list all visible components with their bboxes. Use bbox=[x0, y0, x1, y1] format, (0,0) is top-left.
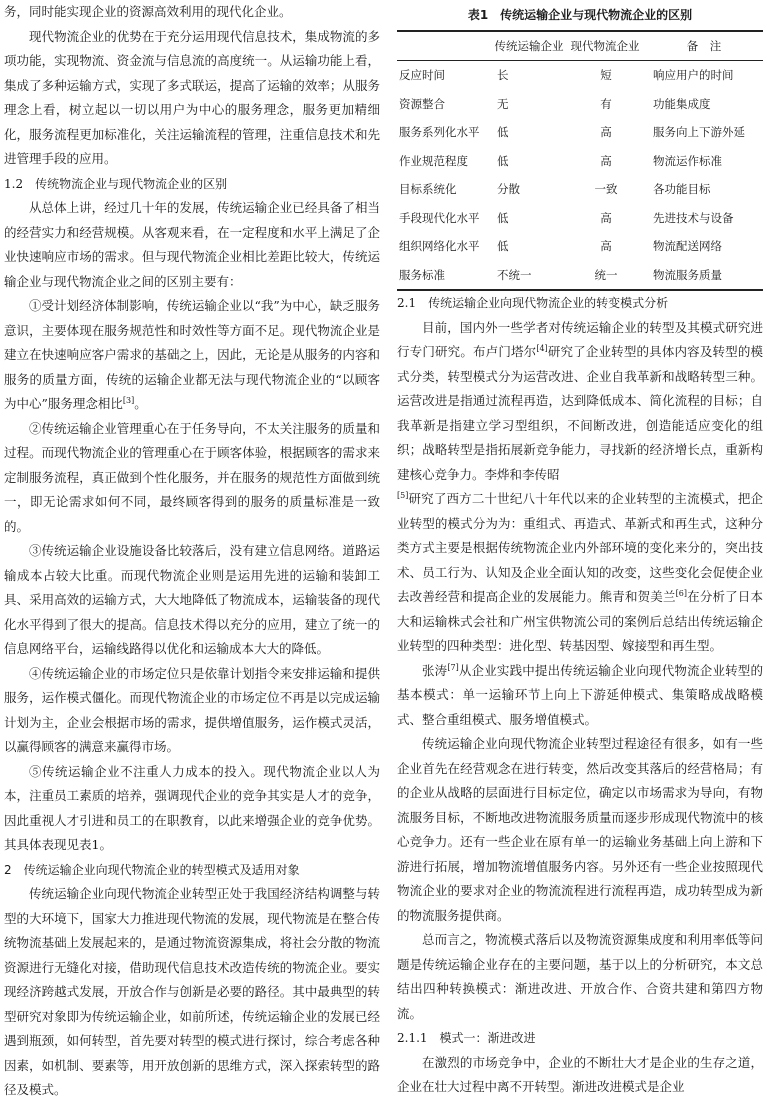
paragraph-text: 目前，国内外一些学者对传统运输企业的转型及其模式研究进行专门研究。布卢门塔尔 bbox=[397, 319, 763, 359]
paragraph-text: 研究了西方二十世纪八十年代以来的企业转型的主流模式，把企业转型的模式分为为：重组式、再造式、革新式和再生式，这种分类方式主要是根据传统物流企业内外部环境的变化来分的，突出技术、员工行为、认知及企业全面认知的改变，这些变化会促使企业去改善经营和提高企业的发展能力。熊青和贺美兰 bbox=[397, 491, 763, 604]
table-cell: 高 bbox=[600, 210, 612, 225]
paragraph-text: 。 bbox=[134, 396, 147, 411]
table-cell: 低 bbox=[497, 125, 509, 139]
table-row bbox=[397, 61, 763, 90]
paragraph-text: ⑤传统运输企业不注重人力成本的投入。现代物流企业以人为本，注重员工素质的培养，强调现代企业的竞争其实是人才的竞争，因此重视人才引进和员工的在职教育，以此来增强企业的竞争优势。其具体表现见表1。 bbox=[4, 763, 380, 852]
table-cell: 无 bbox=[497, 96, 509, 111]
table-cell: 低 bbox=[497, 153, 509, 168]
paragraph-text: ④传统运输企业的市场定位只是依靠计划指令来安排运输和提供服务，运作模式僵化。而现代物流企业的市场定位不再是以完成运输计划为主，企业会根据市场的需求，提供增值服务，运作模式灵活，以赢得顾客的满意来赢得市场。 bbox=[4, 665, 380, 754]
table-row bbox=[397, 118, 763, 147]
table-row bbox=[397, 204, 763, 233]
table-header-cell bbox=[397, 31, 493, 61]
table-cell: 服务向上下游外延 bbox=[653, 125, 745, 139]
table-header-cell: 现代物流企业 bbox=[570, 38, 640, 53]
citation-ref: [4] bbox=[536, 343, 548, 353]
table-cell: 低 bbox=[497, 239, 509, 253]
table-cell: 组织网络化水平 bbox=[399, 239, 480, 253]
table-cell: 低 bbox=[497, 210, 509, 225]
paragraph bbox=[4, 0, 380, 25]
paragraph bbox=[4, 196, 380, 294]
citation-ref: [5] bbox=[397, 490, 409, 500]
table-row bbox=[397, 261, 763, 291]
paragraph-text: 张涛 bbox=[422, 662, 448, 678]
table-cell: 高 bbox=[600, 153, 612, 168]
paragraph bbox=[4, 294, 380, 417]
table-row bbox=[397, 232, 763, 261]
table-cell: 物流配送网络 bbox=[653, 239, 722, 253]
table-cell: 作业规范程度 bbox=[399, 153, 468, 168]
subsection-heading: 2.1 传统运输企业向现代物流企业的转变模式分析 bbox=[397, 296, 669, 310]
table-cell: 物流运作标准 bbox=[653, 153, 722, 168]
right-column bbox=[397, 0, 763, 1100]
paragraph bbox=[4, 760, 380, 858]
paragraph bbox=[4, 25, 380, 172]
paragraph-text: 从企业实践中提出传统运输企业向现代物流企业转型的基本模式：单一运输环节上向上下游延伸模式、集策略成战略模式、整合重组模式、服务增值模式。 bbox=[397, 662, 763, 727]
table-row bbox=[397, 90, 763, 119]
table-row bbox=[397, 147, 763, 176]
table-cell: 服务标准 bbox=[399, 267, 445, 282]
table-cell: 物流服务质量 bbox=[653, 267, 722, 282]
table-cell: 各功能目标 bbox=[653, 182, 711, 196]
paragraph-text: 在激烈的市场竞争中，企业的不断壮大才是企业的生存之道，企业在壮大过程中离不开转型。渐进改进模式是企业 bbox=[397, 1054, 763, 1094]
paragraph-text: 总而言之，物流模式落后以及物流资源集成度和利用率低等问题是传统运输企业存在的主要问题，基于以上的分析研究，本文总结出四种转换模式：渐进改进、开放合作、合资共建和第四方物流。 bbox=[397, 932, 763, 1021]
subsection-heading: 2.1.1 模式一：渐进改进 bbox=[397, 1031, 536, 1045]
table-cell: 不统一 bbox=[497, 267, 532, 282]
subsection-heading: 1.2 传统物流企业与现代物流企业的区别 bbox=[4, 176, 228, 191]
paragraph-text: 传统运输企业向现代物流企业转型过程途径有很多，如有一些企业首先在经营观念在进行转变，然后改变其落后的经营格局；有的企业从战略的层面进行目标定位，确定以市场需求为导向，有物流服务目标，不断地改进物流服务质量而逐步形成现代物流中的核心竞争力。还有一些企业在原有单一的运输业务基础上向上游和下游进行拓展，增加物流增值服务内容。另外还有一些企业按照现代物流企业的要求对企业的物流流程进行流程再造，成功转型成为新的物流服务提供商。 bbox=[397, 736, 763, 923]
paragraph-text: 从总体上讲，经过几十年的发展，传统运输企业已经具备了相当的经营实力和经营规模。从客观来看，在一定程度和水平上满足了企业快速响应市场的需求。但与现代物流企业相比差距比较大，传统运输企业与现代物流企业之间的区别主要有： bbox=[4, 200, 380, 289]
paragraph-text: 在分析了日本大和运输株式会社和广州宝供物流公司的案例后总结出传统运输企业转型的四种类型：进化型、转基因型、嫁接型和再生型。 bbox=[397, 589, 763, 653]
table-cell: 统一 bbox=[594, 267, 618, 282]
table-header-row bbox=[397, 31, 763, 61]
left-column bbox=[4, 0, 380, 1103]
paragraph bbox=[4, 882, 380, 1103]
section-heading: 2 传统运输企业向现代物流企业的转型模式及适用对象 bbox=[4, 862, 300, 877]
paragraph bbox=[397, 659, 763, 733]
table-cell: 短 bbox=[600, 68, 612, 82]
citation-ref: [3] bbox=[122, 395, 135, 405]
table-cell: 反应时间 bbox=[399, 68, 445, 82]
paragraph bbox=[397, 487, 763, 659]
table-cell: 有 bbox=[600, 96, 612, 111]
paragraph-text: ①受计划经济体制影响，传统运输企业以“我”为中心，缺乏服务意识，主要体现在服务规范性和时效性等方面不足。现代物流企业是建立在快速响应客户需求的基础之上，因此，无论是从服务的内容和服务的质量方面，传统的运输企业都无法与现代物流企业的“以顾客为中心”服务理念相比 bbox=[4, 298, 380, 411]
paragraph bbox=[4, 539, 380, 662]
paragraph bbox=[397, 928, 763, 1026]
citation-ref: [6] bbox=[675, 588, 687, 598]
table-cell: 资源整合 bbox=[399, 96, 445, 111]
paragraph bbox=[397, 732, 763, 928]
table-cell: 服务系列化水平 bbox=[399, 125, 480, 139]
table-header-cell: 备 注 bbox=[686, 38, 722, 53]
table-cell: 高 bbox=[600, 239, 612, 253]
paragraph-text: 务，同时能实现企业的资源高效利用的现代化企业。 bbox=[4, 4, 292, 19]
table-1 bbox=[397, 4, 763, 291]
table-cell: 先进技术与设备 bbox=[653, 210, 734, 225]
paragraph bbox=[397, 1051, 763, 1100]
comparison-table bbox=[397, 30, 763, 291]
table-row bbox=[397, 175, 763, 204]
table-cell: 手段现代化水平 bbox=[399, 210, 480, 225]
table-cell: 一致 bbox=[594, 182, 618, 196]
table-caption: 表1 传统运输企业与现代物流企业的区别 bbox=[467, 8, 693, 22]
table-cell: 长 bbox=[497, 68, 509, 82]
paragraph bbox=[4, 662, 380, 760]
table-cell: 分散 bbox=[497, 182, 520, 196]
paragraph bbox=[397, 316, 763, 488]
paragraph-text: 传统运输企业向现代物流企业转型正处于我国经济结构调整与转型的大环境下，国家大力推进现代物流的发展，现代物流是在整合传统物流基础上发展起来的，是通过物流资源集成，将社会分散的物流资源进行无缝化对接，借助现代信息技术改造传统的物流企业。要实现经济跨越式发展，开放合作与创新是必要的路径。其中最典型的转型研究对象即为传统运输企业，如前所述，传统运输企业的发展已经遇到瓶颈，如何转型，首先要对转型的模式进行探讨，综合考虑各种因素，如机制、要素等，用开放创新的思维方式，深入探索转型的路径及模式。 bbox=[4, 886, 380, 1097]
paragraph-text: ②传统运输企业管理重心在于任务导向，不太关注服务的质量和过程。而现代物流企业的管理重心在于顾客体验，根据顾客的需求来定制服务流程，真正做到个性化服务，并在服务的规范性方面做到统一，即无论需求如何不同，最终顾客得到的服务的质量标准是一致的。 bbox=[4, 420, 380, 534]
right-text bbox=[397, 291, 763, 1100]
table-cell: 高 bbox=[600, 125, 612, 139]
table-cell: 目标系统化 bbox=[399, 182, 457, 196]
paragraph bbox=[4, 417, 380, 540]
table-cell: 响应用户的时间 bbox=[653, 68, 734, 82]
table-cell: 功能集成度 bbox=[653, 96, 711, 111]
citation-ref: [7] bbox=[447, 662, 459, 672]
paragraph-text: 现代物流企业的优势在于充分运用现代信息技术，集成物流的多项功能，实现物流、资金流与信息流的高度统一。从运输功能上看，集成了多种运输方式，实现了多式联运，提高了运输的效率；从服务理念上看，树立起以一切以用户为中心的服务理念，服务更加精细化，服务流程更加标准化，关注运输流程的管理，注重信息技术和先进管理手段的应用。 bbox=[4, 28, 380, 166]
table-header-cell: 传统运输企业 bbox=[494, 38, 564, 53]
paragraph-text: 研究了企业转型的具体内容及转型的模式分类，转型模式分为运营改进、企业自我革新和战略转型三种。运营改进是指通过流程再造，达到降低成本、简化流程的目标；自我革新是指建立学习型组织，不间断改进，创造能适应变化的组织；战略转型是指拓展新竞争能力，寻找新的经济增长点，重新构建核心竞争力。李烨和李传昭 bbox=[397, 344, 763, 482]
paragraph-text: ③传统运输企业设施设备比较落后，没有建立信息网络。道路运输成本占较大比重。而现代物流企业则是运用先进的运输和装卸工具、采用高效的运输方式，大大地降低了物流成本，运输装备的现代化水平得到了很大的提高。信息技术得以充分的应用，建立了统一的信息网络平台，运输线路得以优化和运输成本大大的降低。 bbox=[4, 543, 380, 656]
